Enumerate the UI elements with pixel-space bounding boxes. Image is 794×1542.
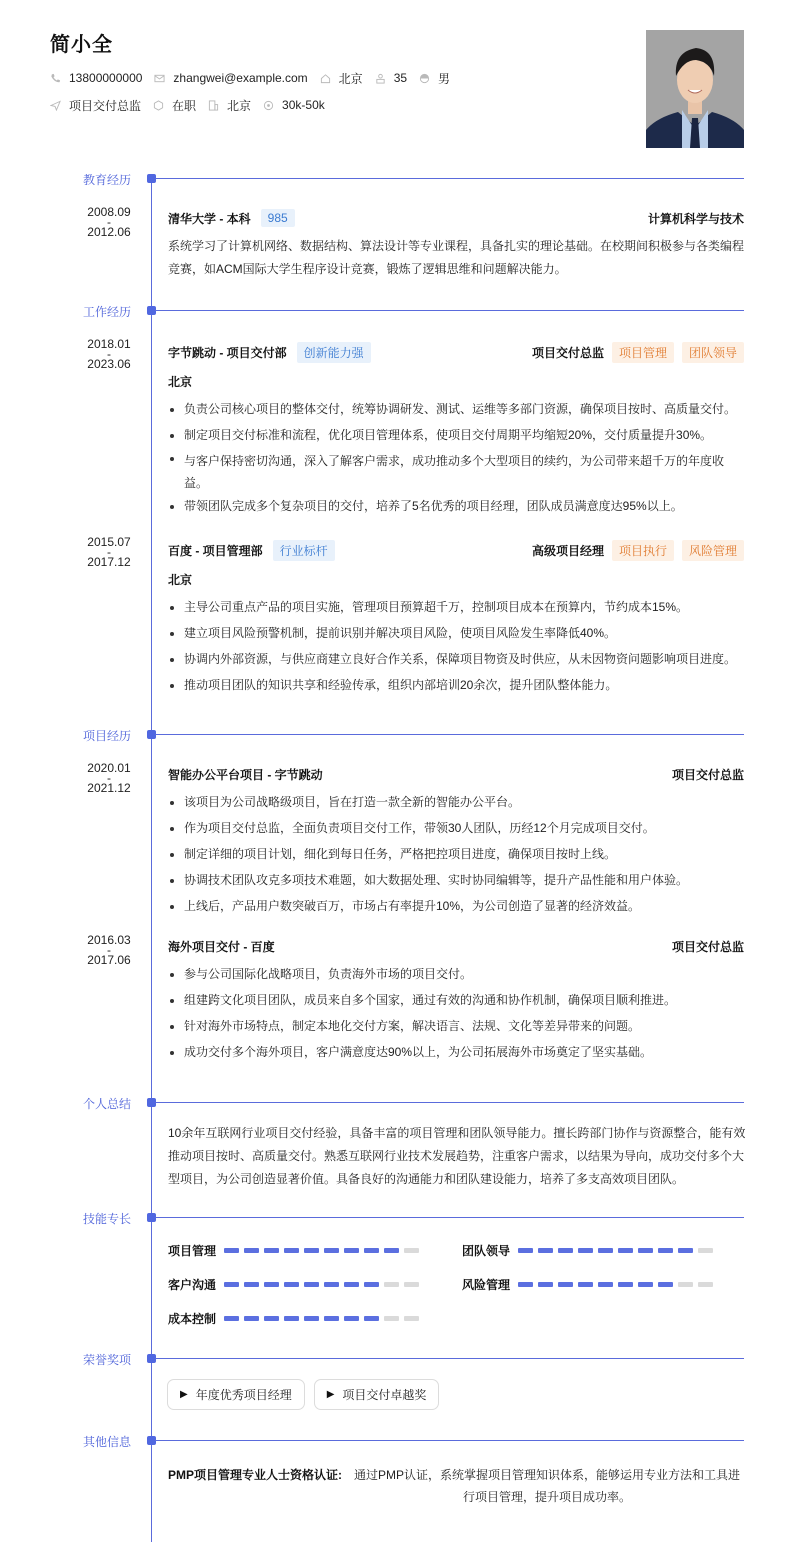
bullet-item: 推动项目团队的知识共享和经验传承，组织内部培训20余次，提升团队整体能力。 xyxy=(168,677,746,694)
section-title: 其他信息 xyxy=(83,1435,132,1449)
user-icon xyxy=(375,73,386,84)
date-range xyxy=(82,934,136,966)
skill-level-segment xyxy=(658,1248,673,1253)
role-tag: 项目管理 xyxy=(612,342,674,363)
age-text: 35 xyxy=(393,71,408,85)
bullet-item: 成功交付多个海外项目，客户满意度达90%以上，为公司拓展海外市场奠定了坚实基础。 xyxy=(168,1044,746,1061)
section-skills xyxy=(0,1211,794,1225)
section-divider xyxy=(155,1217,744,1218)
skill-item xyxy=(462,1242,718,1259)
section-title: 个人总结 xyxy=(83,1097,132,1111)
section-divider xyxy=(155,1102,744,1103)
skill-level-segment xyxy=(638,1248,653,1253)
school-name: 清华大学 - 本科 xyxy=(168,211,251,226)
skill-level-segment xyxy=(578,1248,593,1253)
major xyxy=(648,210,744,227)
work-bullets xyxy=(168,401,746,524)
skill-level-segment xyxy=(264,1316,279,1321)
skill-level-bar xyxy=(518,1248,718,1253)
bullet-item: 组建跨文化项目团队，成员来自多个国家，通过有效的沟通和协作机制，确保项目顺利推进。 xyxy=(168,992,746,1009)
section-projects xyxy=(0,728,794,742)
work-bullets xyxy=(168,599,746,703)
status-text: 在职 xyxy=(172,98,197,113)
skill-item xyxy=(168,1276,424,1293)
job-intent-row xyxy=(50,98,462,112)
school-tag: 985 xyxy=(261,209,295,227)
skill-level-segment xyxy=(618,1282,633,1287)
skill-level-segment xyxy=(324,1316,339,1321)
company-tag: 创新能力强 xyxy=(297,342,371,363)
role-tag: 团队领导 xyxy=(682,342,744,363)
bullet-item: 协调内外部资源，与供应商建立良好合作关系，保障项目物资及时供应，从未因物资问题影响项目进度。 xyxy=(168,651,746,668)
work-location: 北京 xyxy=(168,573,193,587)
bullet-item: 建立项目风险预警机制，提前识别并解决项目风险，使项目风险发生率降低40%。 xyxy=(168,625,746,642)
skill-level-segment xyxy=(364,1248,379,1253)
skill-level-segment xyxy=(698,1248,713,1253)
bullet-item: 参与公司国际化战略项目，负责海外市场的项目交付。 xyxy=(168,966,746,983)
profile-photo xyxy=(646,30,744,148)
section-summary xyxy=(0,1096,794,1110)
bullet-item: 主导公司重点产品的项目实施，管理项目预算超千万，控制项目成本在预算内，节约成本15%。 xyxy=(168,599,746,616)
salary-item xyxy=(263,98,325,112)
role-tag: 风险管理 xyxy=(682,540,744,561)
award-name: 年度优秀项目经理 xyxy=(195,1388,292,1402)
skill-level-segment xyxy=(404,1316,419,1321)
skill-level-segment xyxy=(244,1248,259,1253)
skill-level-segment xyxy=(224,1316,239,1321)
skill-item xyxy=(168,1310,424,1327)
project-bullets xyxy=(168,966,746,1070)
skill-item xyxy=(462,1276,718,1293)
skill-level-segment xyxy=(364,1282,379,1287)
skill-level-segment xyxy=(264,1282,279,1287)
skill-level-segment xyxy=(324,1282,339,1287)
start-date: 2015.07 xyxy=(87,535,131,549)
skill-name: 项目管理 xyxy=(168,1244,217,1258)
date-separator: - xyxy=(107,545,111,559)
start-date: 2020.01 xyxy=(87,761,131,775)
project-title: 智能办公平台项目 - 字节跳动 xyxy=(168,768,323,782)
role-text: 高级项目经理 xyxy=(531,544,604,558)
skill-level-segment xyxy=(538,1248,553,1253)
candidate-name: 简小全 xyxy=(50,34,113,56)
skill-level-segment xyxy=(224,1248,239,1253)
bullet-item: 针对海外市场特点，制定本地化交付方案，解决语言、法规、文化等差异带来的问题。 xyxy=(168,1018,746,1035)
bullet-item: 协调技术团队攻克多项技术难题，如大数据处理、实时协同编辑等，提升产品性能和用户体验。 xyxy=(168,872,746,889)
date-range xyxy=(82,338,136,370)
end-date: 2021.12 xyxy=(87,781,131,795)
bullet-item: 制定项目交付标准和流程，优化项目管理体系，使项目交付周期平均缩短20%，交付质量提升30%。 xyxy=(168,427,746,444)
send-icon xyxy=(50,100,61,111)
section-education xyxy=(0,172,794,186)
skill-level-segment xyxy=(344,1316,359,1321)
company-name: 百度 - 项目管理部 xyxy=(168,544,263,558)
skill-level-segment xyxy=(244,1282,259,1287)
date-range xyxy=(82,762,136,794)
section-awards xyxy=(0,1352,794,1366)
status-icon xyxy=(153,100,164,111)
project-role: 项目交付总监 xyxy=(671,768,744,782)
gender-text: 男 xyxy=(438,71,451,86)
skill-level-segment xyxy=(344,1282,359,1287)
bullet-item: 负责公司核心项目的整体交付，统筹协调研发、测试、运维等多部门资源，确保项目按时、高质量交付。 xyxy=(168,401,746,418)
skill-level-segment xyxy=(384,1316,399,1321)
school-title xyxy=(168,209,295,227)
date-separator: - xyxy=(107,215,111,229)
skill-level-segment xyxy=(304,1248,319,1253)
bullet-item: 作为项目交付总监，全面负责项目交付工作，带领30人团队，历经12个月完成项目交付。 xyxy=(168,820,746,837)
gender-item xyxy=(419,70,450,87)
play-triangle-icon: ▶ xyxy=(180,1389,188,1400)
date-range xyxy=(82,536,136,568)
skill-level-segment xyxy=(324,1248,339,1253)
major-text: 计算机科学与技术 xyxy=(647,212,744,226)
award-badge xyxy=(167,1379,305,1410)
phone-item xyxy=(50,71,142,85)
building-icon xyxy=(208,100,219,111)
skill-level-segment xyxy=(284,1316,299,1321)
skill-level-segment xyxy=(518,1248,533,1253)
skill-level-segment xyxy=(658,1282,673,1287)
bullet-item: 与客户保持密切沟通，深入了解客户需求，成功推动多个大型项目的续约，为公司带来超千万的年度收益。 xyxy=(168,450,746,494)
project-bullets xyxy=(168,794,746,924)
skill-level-segment xyxy=(558,1248,573,1253)
section-other xyxy=(0,1434,794,1448)
skill-level-segment xyxy=(558,1282,573,1287)
skill-level-segment xyxy=(304,1282,319,1287)
skill-item xyxy=(168,1242,424,1259)
skill-level-segment xyxy=(598,1248,613,1253)
phone-icon xyxy=(50,73,61,84)
other-info-value: 通过PMP认证，系统掌握项目管理知识体系，能够运用专业方法和工具进行项目管理，提升项目成功率。 xyxy=(354,1468,741,1504)
section-title: 技能专长 xyxy=(83,1212,132,1226)
skill-level-segment xyxy=(304,1316,319,1321)
section-title: 教育经历 xyxy=(83,173,132,187)
salary-icon xyxy=(263,100,274,111)
section-title: 项目经历 xyxy=(83,729,132,743)
bullet-item: 制定详细的项目计划，细化到每日任务，严格把控项目进度，确保项目按时上线。 xyxy=(168,846,746,863)
city-item xyxy=(320,70,363,87)
home-icon xyxy=(320,73,331,84)
salary-text: 30k-50k xyxy=(282,98,325,112)
project-role: 项目交付总监 xyxy=(671,940,744,954)
project-title: 海外项目交付 - 百度 xyxy=(168,940,275,954)
city-text: 北京 xyxy=(338,71,363,86)
skill-level-bar xyxy=(224,1316,424,1321)
company-tag: 行业标杆 xyxy=(273,540,335,561)
section-divider xyxy=(155,310,744,311)
work-location: 北京 xyxy=(168,375,193,389)
company-title xyxy=(168,540,335,561)
date-range xyxy=(82,206,136,238)
skill-level-segment xyxy=(344,1248,359,1253)
skill-level-segment xyxy=(638,1282,653,1287)
skill-level-segment xyxy=(578,1282,593,1287)
company-name: 字节跳动 - 项目交付部 xyxy=(168,346,287,360)
start-date: 2008.09 xyxy=(87,205,131,219)
section-title: 工作经历 xyxy=(83,305,132,319)
other-info-key: PMP项目管理专业人士资格认证: xyxy=(168,1468,343,1482)
section-divider xyxy=(155,1358,744,1359)
section-title: 荣誉奖项 xyxy=(83,1353,132,1367)
skill-level-segment xyxy=(384,1282,399,1287)
email-text: zhangwei@example.com xyxy=(173,71,308,85)
award-badge xyxy=(314,1379,440,1410)
skill-level-segment xyxy=(364,1316,379,1321)
job-role xyxy=(532,342,744,363)
status-item xyxy=(153,97,196,114)
skill-level-segment xyxy=(224,1282,239,1287)
play-triangle-icon: ▶ xyxy=(326,1389,335,1400)
job-role xyxy=(532,540,744,561)
bullet-item: 该项目为公司战略级项目，旨在打造一款全新的智能办公平台。 xyxy=(168,794,746,811)
section-divider xyxy=(155,1440,744,1441)
end-date: 2023.06 xyxy=(87,357,131,371)
skill-level-segment xyxy=(518,1282,533,1287)
email-item xyxy=(154,71,307,85)
skill-name: 团队领导 xyxy=(462,1244,511,1258)
skill-level-bar xyxy=(224,1248,424,1253)
skill-level-segment xyxy=(284,1282,299,1287)
role-tag: 项目执行 xyxy=(612,540,674,561)
skill-level-segment xyxy=(264,1248,279,1253)
target-city-item xyxy=(208,97,251,114)
summary-text: 10余年互联网行业项目交付经验，具备丰富的项目管理和团队领导能力。擅长跨部门协作与资源整合，能有效推动项目按时、高质量交付。熟悉互联网行业技术发展趋势，注重客户需求，以结果为导向，成功交付多个大型项目，为公司创造显著价值。具备良好的沟通能力和团队建设能力，培养了多支高效项目团队。 xyxy=(168,1126,746,1186)
role-text: 项目交付总监 xyxy=(531,346,604,360)
gender-icon xyxy=(419,73,430,84)
company-title xyxy=(168,342,371,363)
end-date: 2017.12 xyxy=(87,555,131,569)
skill-level-segment xyxy=(598,1282,613,1287)
date-separator: - xyxy=(107,347,111,361)
skill-level-segment xyxy=(404,1282,419,1287)
contact-row xyxy=(50,71,462,85)
skill-level-segment xyxy=(284,1248,299,1253)
end-date: 2012.06 xyxy=(87,225,131,239)
start-date: 2016.03 xyxy=(87,933,131,947)
date-separator: - xyxy=(107,943,111,957)
timeline-axis xyxy=(151,178,152,1542)
other-info-item xyxy=(168,1464,744,1508)
age-item xyxy=(375,71,407,85)
skill-level-segment xyxy=(678,1248,693,1253)
section-work xyxy=(0,304,794,318)
skill-name: 客户沟通 xyxy=(168,1278,217,1292)
skill-level-segment xyxy=(404,1248,419,1253)
bullet-item: 上线后，产品用户数突破百万，市场占有率提升10%，为公司创造了显著的经济效益。 xyxy=(168,898,746,915)
skill-name: 风险管理 xyxy=(462,1278,511,1292)
skill-name: 成本控制 xyxy=(168,1312,217,1326)
skill-level-segment xyxy=(698,1282,713,1287)
end-date: 2017.06 xyxy=(87,953,131,967)
skill-level-segment xyxy=(618,1248,633,1253)
phone-text: 13800000000 xyxy=(69,71,143,85)
awards-list xyxy=(167,1379,448,1410)
resume-header xyxy=(50,28,462,112)
skill-level-segment xyxy=(678,1282,693,1287)
target-city-text: 北京 xyxy=(227,98,252,113)
skill-level-segment xyxy=(538,1282,553,1287)
skill-level-segment xyxy=(384,1248,399,1253)
target-position-text: 项目交付总监 xyxy=(69,98,142,113)
section-divider xyxy=(155,178,744,179)
section-divider xyxy=(155,734,744,735)
bullet-item: 带领团队完成多个复杂项目的交付，培养了5名优秀的项目经理，团队成员满意度达95%以上。 xyxy=(168,498,746,515)
target-position-item xyxy=(50,97,141,114)
skill-level-bar xyxy=(224,1282,424,1287)
date-separator: - xyxy=(107,771,111,785)
award-name: 项目交付卓越奖 xyxy=(342,1388,427,1402)
skill-level-segment xyxy=(244,1316,259,1321)
mail-icon xyxy=(154,73,165,84)
skill-level-bar xyxy=(518,1282,718,1287)
education-description: 系统学习了计算机网络、数据结构、算法设计等专业课程，具备扎实的理论基础。在校期间积极参与各类编程竞赛，如ACM国际大学生程序设计竞赛，锻炼了逻辑思维和问题解决能力。 xyxy=(168,239,745,276)
start-date: 2018.01 xyxy=(87,337,131,351)
